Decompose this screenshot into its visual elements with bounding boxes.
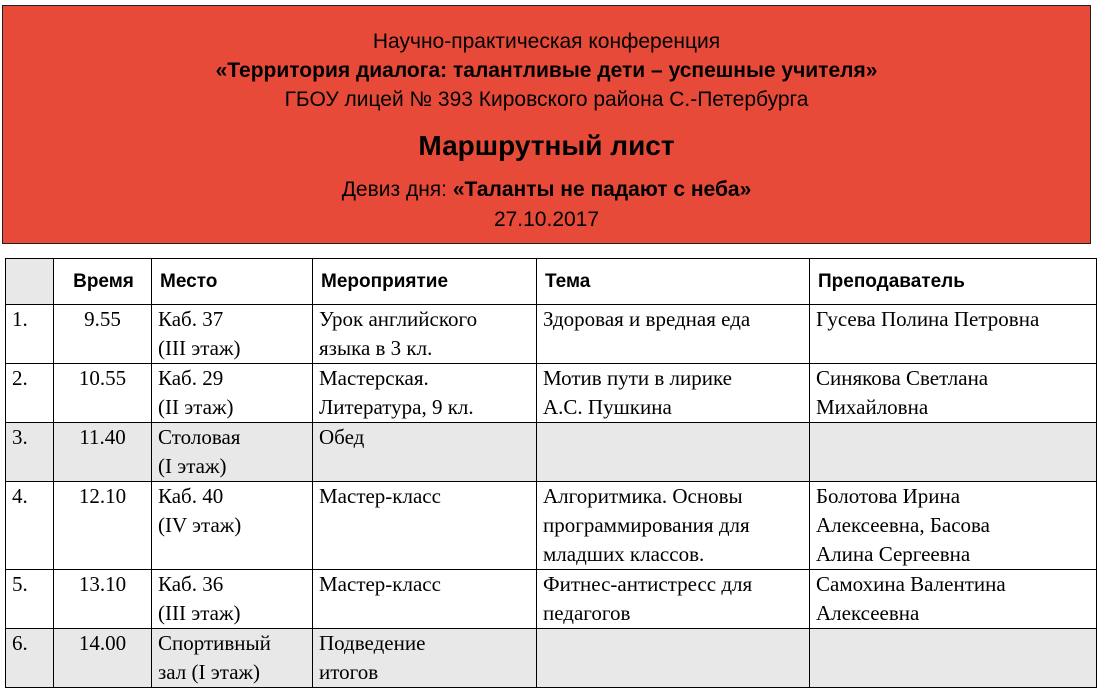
col-header-num <box>6 259 54 305</box>
table-row <box>6 629 1097 688</box>
row-number: 4. <box>6 482 54 570</box>
col-header-event: Мероприятие <box>313 259 537 305</box>
row-time: 10.55 <box>54 364 152 423</box>
conference-title: «Территория диалога: талантливые дети – успешные учителя» <box>215 59 878 82</box>
school-name: ГБОУ лицей № 393 Кировского района С.-Петербурга <box>284 88 809 111</box>
row-place-line: Спортивный <box>158 631 271 655</box>
row-number: 3. <box>6 423 54 482</box>
row-place <box>152 305 313 364</box>
row-teacher <box>810 305 1097 364</box>
row-place-line: Каб. 40 <box>158 484 224 508</box>
row-event-line: Мастер-класс <box>319 484 441 508</box>
row-topic-line: Алгоритмика. Основы <box>543 484 743 508</box>
row-topic <box>537 305 810 364</box>
day-motto <box>3 178 1090 202</box>
row-place-line: (IV этаж) <box>158 513 242 537</box>
row-teacher <box>810 482 1097 570</box>
row-teacher <box>810 423 1097 482</box>
row-teacher-line: Алина Сергеевна <box>816 542 971 566</box>
row-number: 1. <box>6 305 54 364</box>
row-event <box>313 570 537 629</box>
row-event-line: Литература, 9 кл. <box>319 395 474 419</box>
table-row <box>6 570 1097 629</box>
row-teacher-line: Самохина Валентина <box>816 572 1006 596</box>
row-place <box>152 629 313 688</box>
row-event-line: Подведение <box>319 631 426 655</box>
row-event-line: языка в 3 кл. <box>319 336 433 360</box>
row-event-line: Мастерская. <box>319 366 429 390</box>
row-place-line: Каб. 37 <box>158 307 224 331</box>
row-time: 9.55 <box>54 305 152 364</box>
row-teacher <box>810 364 1097 423</box>
row-event-line: Мастер-класс <box>319 572 441 596</box>
row-teacher-line: Гусева Полина Петровна <box>816 307 1040 331</box>
row-event-line: итогов <box>319 660 379 684</box>
col-header-place: Место <box>152 259 313 305</box>
row-place <box>152 570 313 629</box>
row-topic-line: А.С. Пушкина <box>543 395 672 419</box>
route-table <box>5 258 1097 688</box>
row-topic <box>537 629 810 688</box>
row-place-line: Столовая <box>158 425 241 449</box>
row-event <box>313 305 537 364</box>
table-header-row <box>6 259 1097 305</box>
row-time: 11.40 <box>54 423 152 482</box>
row-event-line: Урок английского <box>319 307 478 331</box>
col-header-topic: Тема <box>537 259 810 305</box>
row-place-line: (III этаж) <box>158 336 241 360</box>
header-banner <box>2 5 1091 244</box>
row-place-line: (II этаж) <box>158 395 234 419</box>
row-topic <box>537 482 810 570</box>
table-row <box>6 305 1097 364</box>
table-row <box>6 423 1097 482</box>
motto-prefix: Девиз дня: <box>341 178 453 201</box>
table-body <box>6 305 1097 688</box>
row-teacher <box>810 570 1097 629</box>
row-time: 14.00 <box>54 629 152 688</box>
row-number: 2. <box>6 364 54 423</box>
row-teacher-line: Михайловна <box>816 395 929 419</box>
row-time: 13.10 <box>54 570 152 629</box>
row-teacher-line: Алексеевна <box>816 601 920 625</box>
col-header-time: Время <box>54 259 152 305</box>
row-place <box>152 423 313 482</box>
event-date: 27.10.2017 <box>493 208 600 231</box>
row-place <box>152 364 313 423</box>
row-topic-line: Здоровая и вредная еда <box>543 307 751 331</box>
row-place-line: (I этаж) <box>158 454 227 478</box>
row-place-line: (III этаж) <box>158 601 241 625</box>
row-number: 6. <box>6 629 54 688</box>
row-topic <box>537 364 810 423</box>
row-place-line: зал (I этаж) <box>158 660 261 684</box>
row-topic <box>537 423 810 482</box>
row-event <box>313 423 537 482</box>
row-topic-line: Мотив пути в лирике <box>543 366 732 390</box>
motto-text: «Таланты не падают с неба» <box>452 178 752 201</box>
row-time: 12.10 <box>54 482 152 570</box>
row-event <box>313 482 537 570</box>
table-row <box>6 364 1097 423</box>
row-place-line: Каб. 29 <box>158 366 224 390</box>
row-topic <box>537 570 810 629</box>
conference-label: Научно-практическая конференция <box>372 30 721 53</box>
row-place <box>152 482 313 570</box>
row-teacher <box>810 629 1097 688</box>
row-teacher-line: Болотова Ирина <box>816 484 961 508</box>
row-teacher-line: Синякова Светлана <box>816 366 989 390</box>
page-title: Маршрутный лист <box>418 130 675 161</box>
row-topic-line: программирования для <box>543 513 750 537</box>
row-teacher-line: Алексеевна, Басова <box>816 513 990 537</box>
row-event <box>313 364 537 423</box>
row-event-line: Обед <box>319 425 365 449</box>
col-header-teacher: Преподаватель <box>810 259 1097 305</box>
row-number: 5. <box>6 570 54 629</box>
row-place-line: Каб. 36 <box>158 572 224 596</box>
row-topic-line: педагогов <box>543 601 631 625</box>
row-topic-line: Фитнес-антистресс для <box>543 572 753 596</box>
row-topic-line: младших классов. <box>543 542 705 566</box>
row-event <box>313 629 537 688</box>
table-row <box>6 482 1097 570</box>
